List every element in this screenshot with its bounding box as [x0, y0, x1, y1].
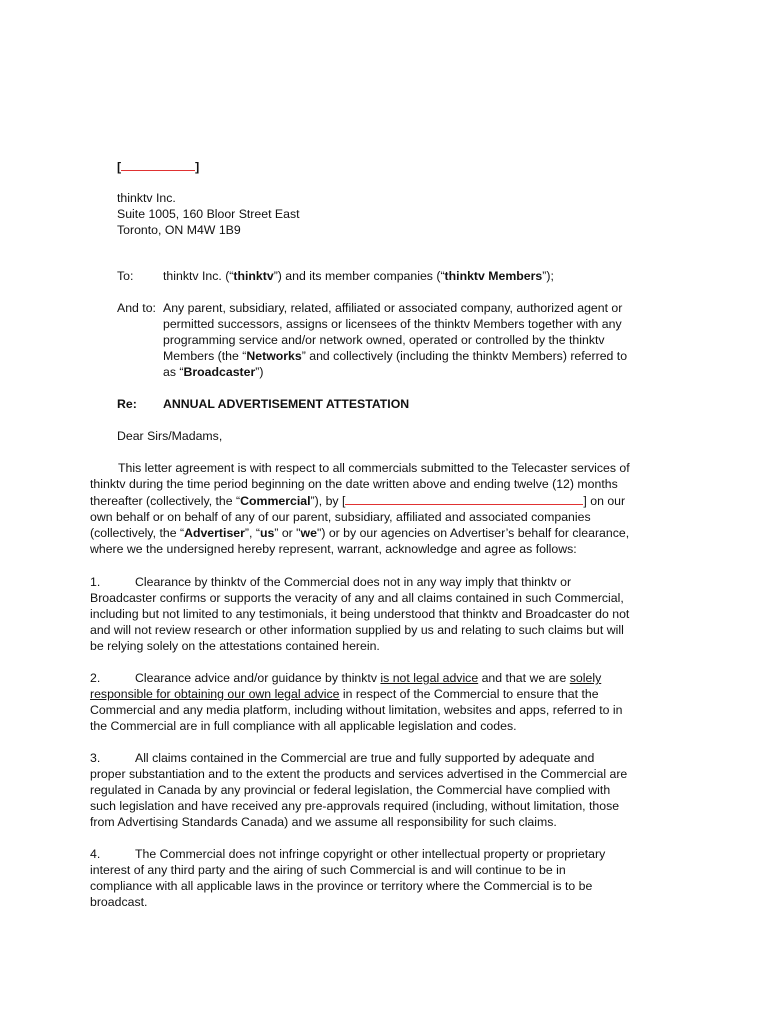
re-subject: ANNUAL ADVERTISEMENT ATTESTATION [163, 397, 410, 411]
re-label: Re: [117, 397, 137, 411]
bracket-open: [ [117, 160, 122, 174]
and-to-label: And to: [117, 301, 156, 315]
recipient-address [117, 190, 717, 238]
clause-1: 1. Clearance by thinktv of the Commercial does not in any way imply that thinktv or Broadcaster confirms or supports the veracity of any and all claims contained in such Commercial, including but not limited to any testimonials, it being understood that thinktv and Broadcaster do not and will not review research or other information supplied by us and relating to such claims but will be relying solely on the attestations contained herein. [90, 575, 630, 653]
clause-2: 2. Clearance advice and/or guidance by thinktv is not legal advice and that we are solely responsible for obtaining our own legal advice in respect of the Commercial to ensure that the Commercial and any media platform, including without limitation, websites and apps, referred to in the Commercial are in full compliance with all applicable legislation and codes. [90, 671, 623, 733]
clause-2-number: 2. [90, 671, 101, 685]
advertiser-name-field[interactable] [345, 492, 583, 505]
and-to-text: Any parent, subsidiary, related, affiliated or associated company, authorized agent or permitted successors, assigns or licensees of the thinktv Members together with any programming service and/or network owned, operated or controlled by the thinktv Members (the “Networks” and collectively (including the thinktv Members) referred to as “Broadcaster”) [163, 301, 628, 379]
clause-1-number: 1. [90, 575, 101, 589]
address-line-1: thinktv Inc. [117, 191, 176, 205]
to-label: To: [117, 269, 134, 283]
date-field[interactable] [121, 158, 195, 171]
salutation: Dear Sirs/Madams, [117, 429, 223, 443]
clause-3: 3. All claims contained in the Commercial are true and fully supported by adequate and proper substantiation and to the extent the products and services advertised in the Commercial are regulated in Canada by any provincial or federal legislation, the Commercial have complied with such legislation and have received any pre-approvals required (including, without limitation, those from Advertising Standards Canada) and we assume all responsibility for such claims. [90, 751, 628, 829]
date-placeholder [117, 158, 717, 175]
clause-3-number: 3. [90, 751, 101, 765]
and-to-block [117, 300, 717, 382]
re-line [117, 396, 717, 412]
to-line [117, 268, 717, 284]
to-text: thinktv Inc. (“thinktv”) and its member companies (“thinktv Members”); [163, 269, 554, 283]
clause-4-number: 4. [90, 847, 101, 861]
address-line-2: Suite 1005, 160 Bloor Street East [117, 207, 300, 221]
clause-4: 4. The Commercial does not infringe copyright or other intellectual property or proprietary interest of any third party and the airing of such Commercial is and will continue to be in compliance with all applicable laws in the province or territory where the Commercial is to be broadcast. [90, 847, 606, 909]
intro-paragraph: This letter agreement is with respect to all commercials submitted to the Telecaster services of thinktv during the time period beginning on the date written above and ending twelve (12) months thereafter (collectively, the “Commercial”), by [ ] on our own behalf or on behalf of any of our parent, subsidiary, affiliated and associated companies (collectively, the “Advertiser”, “us” or "we") or by our agencies on Advertiser’s behalf for clearance, where we the undersigned hereby represent, warrant, acknowledge and agree as follows: [90, 461, 630, 556]
bracket-close: ] [195, 160, 200, 174]
address-line-3: Toronto, ON M4W 1B9 [117, 223, 241, 237]
